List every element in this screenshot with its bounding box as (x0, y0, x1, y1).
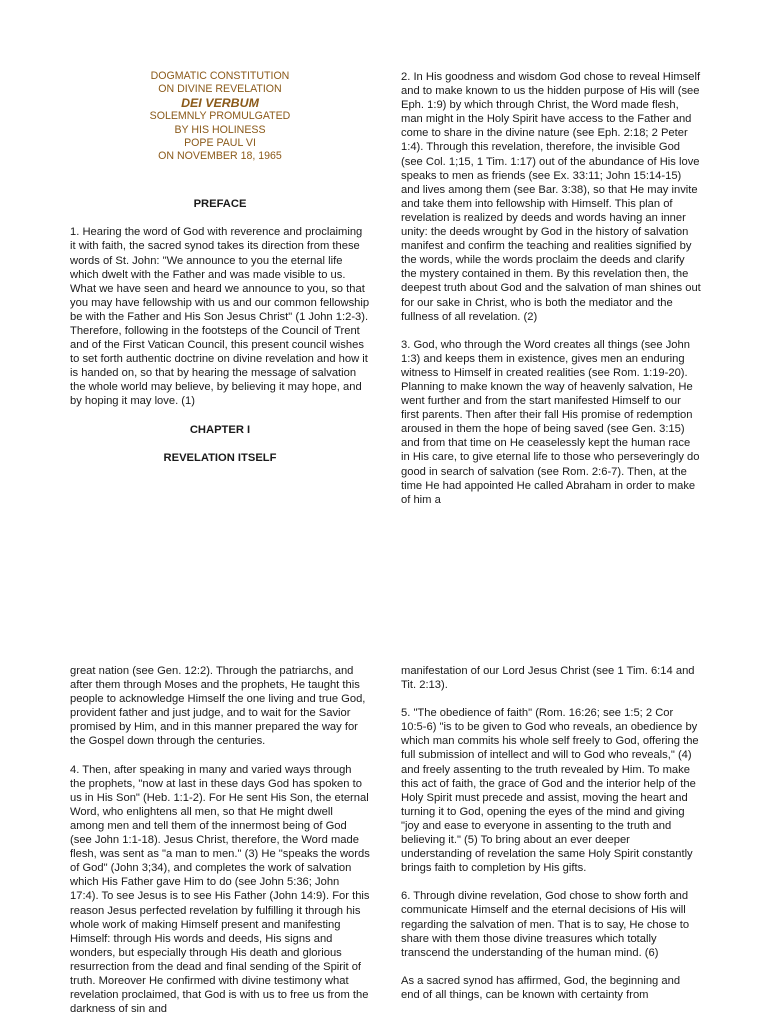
paragraph-4: 4. Then, after speaking in many and varied ways through the prophets, "now at last in these days God has spoken to us in His Son" (Heb. 1:1-2). For He sent His Son, the eternal Word, who enlightens all men, so that He might dwell among men and tell them of the innermost being of God (see John 1:1-18). Jesus Christ, therefore, the Word made flesh, was sent as "a man to men." (3) He "speaks the words of God" (John 3;34), and completes the work of salvation which His Father gave Him to do (see John 5:36; John 17:4). To see Jesus is to see His Father (John 14:9). For this reason Jesus perfected revelation by fulfilling it through his whole work of making Himself present and manifesting Himself: through His words and deeds, His signs and wonders, but especially through His death and glorious resurrection from the dead and final sending of the Spirit of truth. Moreover He confirmed with divine testimony what revelation proclaimed, that God is with us to free us from the darkness of sin and (70, 763, 370, 1016)
title-line-promulgated: SOLEMNLY PROMULGATED (149, 110, 291, 123)
paragraph-2: 2. In His goodness and wisdom God chose to reveal Himself and to make known to us the hidden purpose of His will (see Eph. 1:9) by which through Christ, the Word made flesh, man might in the Holy Spirit have access to the Father and come to share in the divine nature (see Eph. 2:18; 2 Peter 1:4). Through this revelation, therefore, the invisible God (see Col. 1;15, 1 Tim. 1:17) out of the abundance of His love speaks to men as friends (see Ex. 33:11; John 15:14-15) and lives among them (see Bar. 3:38), so that He may invite and take them into fellowship with Himself. This plan of revelation is realized by deeds and words having an inner unity: the deeds wrought by God in the history of salvation manifest and confirm the teaching and realities signified by the words, while the words proclaim the deeds and clarify the mystery contained in them. By this revelation then, the deepest truth about God and the salvation of man shines out for our sake in Christ, who is both the mediator and the fullness of all revelation. (2) (401, 71, 701, 323)
heading-chapter: CHAPTER I (189, 423, 251, 436)
document-title-block (70, 70, 370, 163)
right-column-top (401, 70, 701, 521)
title-line-constitution: DOGMATIC CONSTITUTION (150, 70, 290, 82)
document-name: DEI VERBUM (181, 96, 259, 111)
paragraph-5: 5. "The obedience of faith" (Rom. 16:26; see 1:5; 2 Cor 10:5-6) "is to be given to God who reveals, an obedience by which man commits his whole self freely to God, offering the full submission of intellect and will to God who reveals," (4) and freely assenting to the truth revealed by Him. To make this act of faith, the grace of God and the interior help of the Holy Spirit must precede and assist, moving the heart and turning it to God, opening the eyes of the mind and giving "joy and ease to everyone in assenting to the truth and believing it." (5) To bring about an ever deeper understanding of revelation the same Holy Spirit constantly brings faith to completion by His gifts. (401, 707, 699, 875)
left-column-bottom (70, 664, 370, 1030)
paragraph-3-part-1: 3. God, who through the Word creates all things (see John 1:3) and keeps them in existence, gives men an enduring witness to Himself in created realities (see Rom. 1:19-20). Planning to make known the way of heavenly salvation, He went further and from the start manifested Himself to our first parents. Then after their fall His promise of redemption aroused in them the hope of being saved (see Gen. 3:15) and from that time on He ceaselessly kept the human race in His care, to give eternal life to those who perseveringly do good in search of salvation (see Rom. 2:6-7). Then, at the time He had appointed He called Abraham in order to make of him a (401, 338, 700, 506)
paragraph-6: 6. Through divine revelation, God chose to show forth and communicate Himself and the eternal decisions of His will regarding the salvation of men. That is to say, He chose to share with them those divine treasures which totally transcend the understanding of the human mind. (6) (401, 890, 690, 959)
paragraph-3-part-2: great nation (see Gen. 12:2). Through the patriarchs, and after them through Moses and the prophets, He taught this people to acknowledge Himself the one living and true God, provident father and just judge, and to wait for the Savior promised by Him, and in this manner prepared the way for the Gospel down through the centuries. (70, 665, 366, 748)
left-column-top (70, 70, 370, 465)
right-column-bottom (401, 664, 701, 1016)
paragraph-1: 1. Hearing the word of God with reverence and proclaiming it with faith, the sacred synod takes its direction from these words of St. John: "We announce to you the eternal life which dwelt with the Father and was made visible to us. What we have seen and heard we announce to you, so that you may have fellowship with us and our common fellowship be with the Father and His Son Jesus Christ" (1 John 1:2-3). Therefore, following in the footsteps of the Council of Trent and of the First Vatican Council, this present council wishes to set forth authentic doctrine on divine revelation and how it is handed on, so that by hearing the message of salvation the whole world may believe, by believing it may hope, and by hoping it may love. (1) (70, 226, 370, 408)
paragraph-4-continued: manifestation of our Lord Jesus Christ (see 1 Tim. 6:14 and Tit. 2:13). (401, 665, 695, 692)
title-line-revelation: ON DIVINE REVELATION (158, 83, 282, 96)
title-line-date: ON NOVEMBER 18, 1965 (158, 150, 282, 163)
paragraph-7: As a sacred synod has affirmed, God, the beginning and end of all things, can be known with certainty from (401, 974, 681, 1001)
title-line-pope: POPE PAUL VI (184, 136, 256, 149)
heading-preface: PREFACE (193, 198, 247, 211)
title-line-holiness: BY HIS HOLINESS (174, 123, 266, 136)
heading-chapter-title: REVELATION ITSELF (163, 451, 277, 464)
